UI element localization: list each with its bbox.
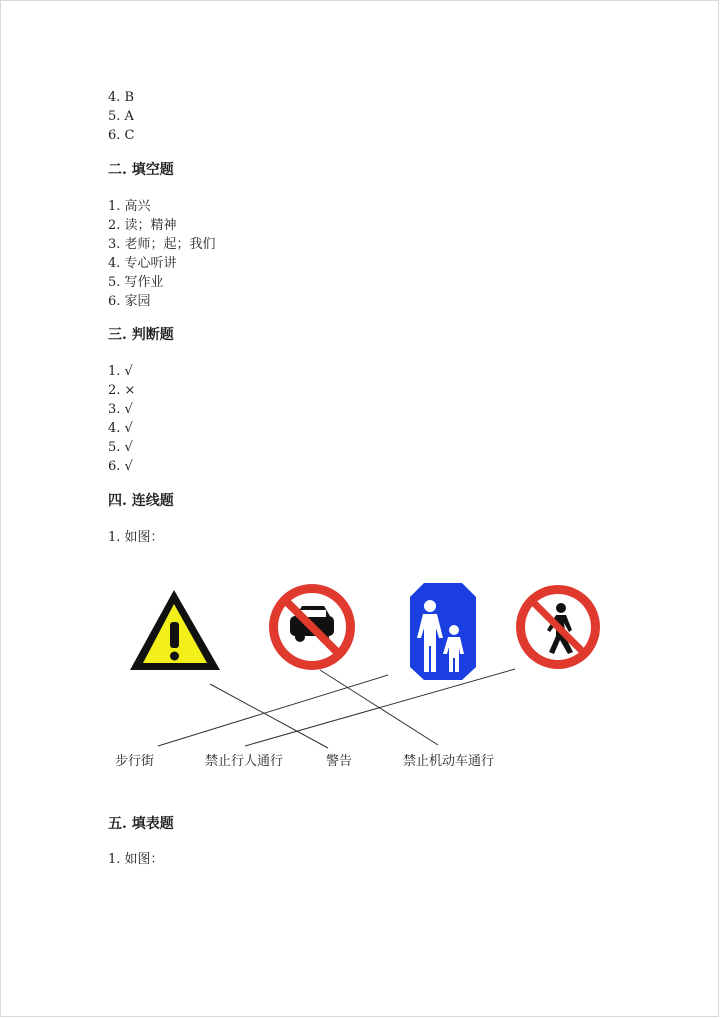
matching-figure <box>110 580 610 780</box>
answer-line: 2. 读；精神 <box>108 218 177 233</box>
answer-line: 1. 高兴 <box>108 199 151 214</box>
no-motor-vehicles-sign-icon <box>269 584 355 670</box>
answer-line: 1. √ <box>108 364 133 379</box>
no-pedestrians-sign-icon <box>516 585 600 669</box>
answer-line: 3. 老师；起；我们 <box>108 237 216 252</box>
answer-line: 6. 家园 <box>108 294 151 309</box>
answer-line: 4. √ <box>108 421 133 436</box>
label-warning: 警告 <box>326 754 353 769</box>
table-intro: 1. 如图： <box>108 852 164 867</box>
section-heading-true-false: 三. 判断题 <box>108 327 174 343</box>
answer-line: 4. B <box>108 90 135 105</box>
matching-intro: 1. 如图： <box>108 530 164 545</box>
label-pedestrian-street: 步行街 <box>115 754 155 769</box>
section-heading-fill-blanks: 二. 填空题 <box>108 162 174 178</box>
answer-line: 4. 专心听讲 <box>108 256 177 271</box>
matching-lines <box>158 669 515 748</box>
answer-line: 5. 写作业 <box>108 275 164 290</box>
answer-line: 2. × <box>108 383 136 398</box>
label-no-pedestrians: 禁止行人通行 <box>205 754 284 769</box>
answer-line: 3. √ <box>108 402 133 417</box>
section-heading-fill-table: 五. 填表题 <box>108 816 174 832</box>
pedestrian-street-sign-icon <box>410 583 476 680</box>
warning-sign-icon <box>130 590 220 670</box>
label-no-motor-vehicles: 禁止机动车通行 <box>403 754 495 769</box>
answer-line: 5. √ <box>108 440 133 455</box>
answer-line: 6. √ <box>108 459 133 474</box>
section-heading-matching: 四. 连线题 <box>108 493 174 509</box>
answer-line: 6. C <box>108 128 135 143</box>
answer-line: 5. A <box>108 109 134 124</box>
